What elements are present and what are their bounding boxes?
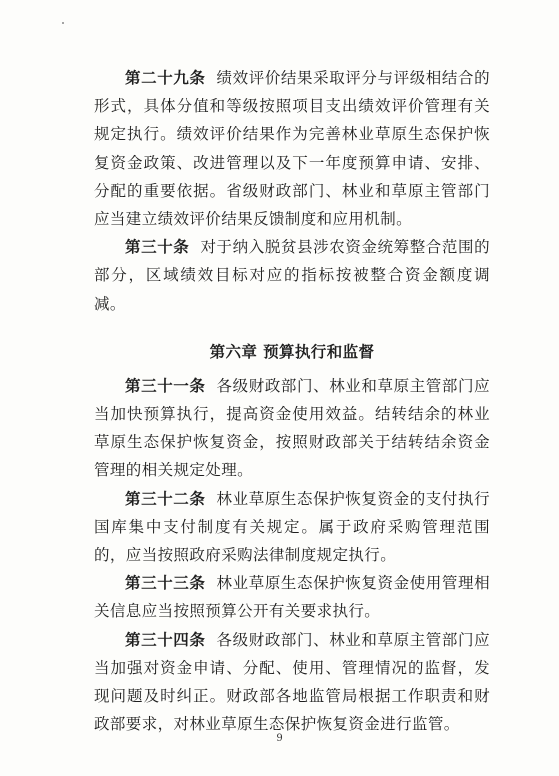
article-31: [94, 372, 490, 485]
article-34: [94, 626, 490, 739]
article-number: 第三十三条: [125, 574, 206, 593]
article-text: 各级财政部门、林业和草原主管部门应当加强对资金申请、分配、使用、管理情况的监督，发现问题及时纠正。财政部各地监管局根据工作职责和财政部要求，对林业草原生态保护恢复资金进行监管。: [94, 630, 490, 734]
article-number: 第三十四条: [125, 630, 206, 649]
article-text: 各级财政部门、林业和草原主管部门应当加快预算执行，提高资金使用效益。结转结余的林业草原生态保护恢复资金，按照财政部关于结转结余资金管理的相关规定处理。: [94, 376, 490, 480]
article-30: [94, 233, 490, 318]
scan-speck: [62, 22, 64, 24]
article-number: 第三十条: [125, 238, 190, 257]
article-text: 绩效评价结果采取评分与评级相结合的形式，具体分值和等级按照项目支出绩效评价管理有关规定执行。绩效评价结果作为完善林业草原生态保护恢复资金政策、改进管理以及下一年度预算申请、安排、分配的重要依据。省级财政部门、林业和草原主管部门应当建立绩效评价结果反馈制度和应用机制。: [94, 69, 490, 229]
page-number: 9: [276, 733, 283, 744]
page-content: [94, 64, 490, 738]
article-text: 林业草原生态保护恢复资金的支付执行国库集中支付制度有关规定。属于政府采购管理范围的，应当按照政府采购法律制度规定执行。: [94, 489, 490, 565]
article-29: [94, 64, 490, 233]
article-text: 对于纳入脱贫县涉农资金统筹整合范围的部分，区域绩效目标对应的指标按被整合资金额度调减。: [94, 238, 491, 313]
article-number: 第二十九条: [125, 69, 206, 87]
article-text: 林业草原生态保护恢复资金使用管理相关信息应当按照预算公开有关要求执行。: [94, 574, 490, 621]
article-32: [94, 485, 490, 570]
chapter-title: 第六章 预算执行和监督: [209, 342, 375, 361]
article-number: 第三十一条: [125, 376, 206, 395]
article-33: [94, 569, 490, 625]
article-number: 第三十二条: [125, 489, 206, 508]
